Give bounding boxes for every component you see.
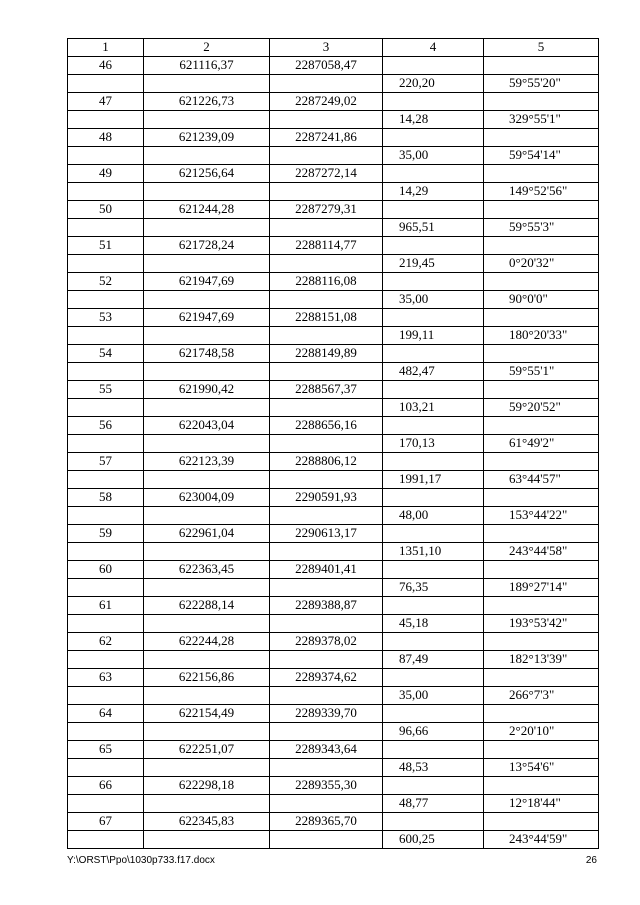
table-cell-col-2: 621947,69 [144, 273, 270, 291]
table-cell-col-4: 14,29 [383, 183, 484, 201]
table-row [68, 651, 599, 669]
table-cell-col-2: 621256,64 [144, 165, 270, 183]
table-cell-col-3 [270, 291, 383, 309]
table-cell-col-5: 193°53'42" [484, 615, 599, 633]
table-cell-col-5 [484, 165, 599, 183]
table-row [68, 633, 599, 651]
table-cell-col-5 [484, 489, 599, 507]
table-cell-col-3 [270, 615, 383, 633]
table-cell-col-5 [484, 453, 599, 471]
table-cell-col-5 [484, 381, 599, 399]
table-cell-col-5 [484, 813, 599, 831]
table-cell-col-5 [484, 309, 599, 327]
table-row [68, 525, 599, 543]
table-cell-col-1: 52 [68, 273, 144, 291]
table-row [68, 165, 599, 183]
table-cell-col-3 [270, 795, 383, 813]
table-row [68, 237, 599, 255]
table-cell-col-5 [484, 777, 599, 795]
table-cell-col-3: 2289355,30 [270, 777, 383, 795]
table-cell-col-1 [68, 507, 144, 525]
table-cell-col-3: 2289339,70 [270, 705, 383, 723]
table-cell-col-3 [270, 831, 383, 849]
table-cell-col-4 [383, 741, 484, 759]
table-cell-col-1: 67 [68, 813, 144, 831]
table-cell-col-4: 199,11 [383, 327, 484, 345]
table-cell-col-2: 622154,49 [144, 705, 270, 723]
table-cell-col-5: 13°54'6" [484, 759, 599, 777]
table-cell-col-5 [484, 705, 599, 723]
table-cell-col-5 [484, 93, 599, 111]
table-row [68, 615, 599, 633]
table-cell-col-2: 622961,04 [144, 525, 270, 543]
table-cell-col-1: 49 [68, 165, 144, 183]
table-body [68, 57, 599, 849]
table-row [68, 813, 599, 831]
table-cell-col-1 [68, 471, 144, 489]
table-row [68, 93, 599, 111]
table-cell-col-3: 2287241,86 [270, 129, 383, 147]
table-cell-col-2 [144, 183, 270, 201]
table-cell-col-2 [144, 795, 270, 813]
table-cell-col-2: 622298,18 [144, 777, 270, 795]
table-cell-col-4: 45,18 [383, 615, 484, 633]
table-cell-col-4 [383, 129, 484, 147]
table-cell-col-4 [383, 381, 484, 399]
table-row [68, 507, 599, 525]
table-cell-col-4 [383, 525, 484, 543]
table-cell-col-2 [144, 507, 270, 525]
table-cell-col-1 [68, 147, 144, 165]
table-row [68, 759, 599, 777]
table-cell-col-1 [68, 255, 144, 273]
table-cell-col-3 [270, 471, 383, 489]
table-cell-col-1 [68, 399, 144, 417]
table-cell-col-3 [270, 75, 383, 93]
table-cell-col-5: 180°20'33" [484, 327, 599, 345]
table-cell-col-1 [68, 219, 144, 237]
table-cell-col-5: 12°18'44" [484, 795, 599, 813]
table-cell-col-3 [270, 651, 383, 669]
table-cell-col-3 [270, 255, 383, 273]
table-cell-col-1 [68, 435, 144, 453]
table-cell-col-2: 623004,09 [144, 489, 270, 507]
table-cell-col-2: 622244,28 [144, 633, 270, 651]
table-cell-col-4 [383, 597, 484, 615]
table-cell-col-2: 621226,73 [144, 93, 270, 111]
table-cell-col-4 [383, 201, 484, 219]
table-cell-col-2: 622251,07 [144, 741, 270, 759]
table-cell-col-1 [68, 327, 144, 345]
table-cell-col-4 [383, 633, 484, 651]
table-cell-col-3 [270, 111, 383, 129]
table-cell-col-2 [144, 471, 270, 489]
table-cell-col-2 [144, 723, 270, 741]
table-row [68, 705, 599, 723]
table-cell-col-2 [144, 579, 270, 597]
table-cell-col-1: 60 [68, 561, 144, 579]
table-row [68, 543, 599, 561]
table-header-row [68, 39, 599, 57]
table-cell-col-4 [383, 705, 484, 723]
table-row [68, 453, 599, 471]
column-header-5: 5 [484, 39, 599, 57]
table-cell-col-4 [383, 237, 484, 255]
table-cell-col-5: 149°52'56" [484, 183, 599, 201]
table-cell-col-4: 482,47 [383, 363, 484, 381]
table-cell-col-3: 2290591,93 [270, 489, 383, 507]
table-cell-col-3: 2289365,70 [270, 813, 383, 831]
table-cell-col-3: 2288567,37 [270, 381, 383, 399]
table-cell-col-1 [68, 291, 144, 309]
table-cell-col-5: 59°55'20" [484, 75, 599, 93]
table-cell-col-5 [484, 345, 599, 363]
table-cell-col-1 [68, 687, 144, 705]
table-cell-col-3: 2288114,77 [270, 237, 383, 255]
table-cell-col-3 [270, 327, 383, 345]
table-cell-col-5 [484, 633, 599, 651]
table-row [68, 147, 599, 165]
table-cell-col-4 [383, 93, 484, 111]
table-cell-col-5: 266°7'3" [484, 687, 599, 705]
table-cell-col-2 [144, 111, 270, 129]
table-cell-col-3: 2287272,14 [270, 165, 383, 183]
table-cell-col-3 [270, 399, 383, 417]
table-cell-col-4: 103,21 [383, 399, 484, 417]
table-row [68, 273, 599, 291]
table-cell-col-1: 62 [68, 633, 144, 651]
table-cell-col-5 [484, 201, 599, 219]
table-cell-col-4 [383, 453, 484, 471]
table-row [68, 795, 599, 813]
table-cell-col-2 [144, 831, 270, 849]
table-cell-col-3: 2290613,17 [270, 525, 383, 543]
table-cell-col-2: 622043,04 [144, 417, 270, 435]
table-cell-col-3 [270, 219, 383, 237]
table-cell-col-2: 622345,83 [144, 813, 270, 831]
table-cell-col-3 [270, 723, 383, 741]
table-cell-col-2 [144, 291, 270, 309]
table-cell-col-3: 2289343,64 [270, 741, 383, 759]
table-cell-col-4 [383, 165, 484, 183]
table-cell-col-4 [383, 57, 484, 75]
table-cell-col-4 [383, 813, 484, 831]
table-cell-col-1 [68, 75, 144, 93]
table-row [68, 741, 599, 759]
table-cell-col-4 [383, 777, 484, 795]
table-cell-col-2: 621239,09 [144, 129, 270, 147]
table-cell-col-4: 96,66 [383, 723, 484, 741]
table-cell-col-1: 54 [68, 345, 144, 363]
table-cell-col-4 [383, 561, 484, 579]
table-cell-col-5 [484, 561, 599, 579]
table-cell-col-1 [68, 651, 144, 669]
table-cell-col-5: 243°44'59" [484, 831, 599, 849]
table-cell-col-4 [383, 489, 484, 507]
table-cell-col-5: 59°55'1" [484, 363, 599, 381]
table-cell-col-2 [144, 543, 270, 561]
table-cell-col-3 [270, 507, 383, 525]
table-row [68, 129, 599, 147]
table-cell-col-2: 622288,14 [144, 597, 270, 615]
table-row [68, 687, 599, 705]
table-cell-col-1: 46 [68, 57, 144, 75]
table-cell-col-5: 59°54'14" [484, 147, 599, 165]
table-cell-col-4: 220,20 [383, 75, 484, 93]
table-cell-col-4 [383, 309, 484, 327]
table-row [68, 363, 599, 381]
table-cell-col-3 [270, 183, 383, 201]
table-cell-col-1: 48 [68, 129, 144, 147]
table-cell-col-2: 621728,24 [144, 237, 270, 255]
table-cell-col-4: 48,77 [383, 795, 484, 813]
table-cell-col-2 [144, 147, 270, 165]
footer-page-number: 26 [585, 855, 597, 866]
table-row [68, 291, 599, 309]
table-cell-col-5 [484, 669, 599, 687]
table-cell-col-1: 50 [68, 201, 144, 219]
table-cell-col-1: 53 [68, 309, 144, 327]
table-cell-col-1: 58 [68, 489, 144, 507]
table-cell-col-5 [484, 417, 599, 435]
table-row [68, 75, 599, 93]
table-cell-col-1: 56 [68, 417, 144, 435]
table-cell-col-3 [270, 579, 383, 597]
table-cell-col-2: 621990,42 [144, 381, 270, 399]
table-cell-col-1 [68, 831, 144, 849]
table-cell-col-1 [68, 759, 144, 777]
table-row [68, 345, 599, 363]
table-cell-col-1: 65 [68, 741, 144, 759]
table-cell-col-3: 2288151,08 [270, 309, 383, 327]
table-cell-col-5: 59°55'3" [484, 219, 599, 237]
table-cell-col-5: 329°55'1" [484, 111, 599, 129]
table-row [68, 381, 599, 399]
table-cell-col-5: 189°27'14" [484, 579, 599, 597]
table-cell-col-4: 35,00 [383, 147, 484, 165]
table-cell-col-1 [68, 615, 144, 633]
table-cell-col-3: 2287249,02 [270, 93, 383, 111]
table-cell-col-3: 2289388,87 [270, 597, 383, 615]
table-row [68, 669, 599, 687]
table-cell-col-5: 90°0'0" [484, 291, 599, 309]
table-cell-col-2 [144, 687, 270, 705]
table-cell-col-3: 2287279,31 [270, 201, 383, 219]
table-cell-col-3: 2289378,02 [270, 633, 383, 651]
column-header-2: 2 [144, 39, 270, 57]
table-row [68, 579, 599, 597]
table-cell-col-5 [484, 237, 599, 255]
table-cell-col-1: 66 [68, 777, 144, 795]
table-row [68, 723, 599, 741]
column-header-1: 1 [68, 39, 144, 57]
table-cell-col-2 [144, 363, 270, 381]
table-cell-col-1: 57 [68, 453, 144, 471]
table-cell-col-2 [144, 399, 270, 417]
table-cell-col-2 [144, 651, 270, 669]
table-cell-col-1 [68, 183, 144, 201]
table-cell-col-2 [144, 75, 270, 93]
table-cell-col-2 [144, 255, 270, 273]
table-cell-col-4: 600,25 [383, 831, 484, 849]
table-cell-col-3 [270, 543, 383, 561]
table-cell-col-2: 622363,45 [144, 561, 270, 579]
table-row [68, 489, 599, 507]
table-cell-col-4: 219,45 [383, 255, 484, 273]
table-row [68, 561, 599, 579]
table-row [68, 399, 599, 417]
table-cell-col-5 [484, 57, 599, 75]
table-cell-col-4 [383, 345, 484, 363]
table-cell-col-2: 621116,37 [144, 57, 270, 75]
table-cell-col-5: 63°44'57" [484, 471, 599, 489]
table-cell-col-5: 59°20'52" [484, 399, 599, 417]
table-row [68, 471, 599, 489]
table-cell-col-4 [383, 273, 484, 291]
table-cell-col-4: 965,51 [383, 219, 484, 237]
table-row [68, 57, 599, 75]
coordinates-table [67, 38, 599, 849]
table-cell-col-1: 59 [68, 525, 144, 543]
table-cell-col-2 [144, 219, 270, 237]
table-cell-col-2 [144, 615, 270, 633]
table-row [68, 309, 599, 327]
table-cell-col-5 [484, 525, 599, 543]
table-cell-col-1 [68, 543, 144, 561]
table-cell-col-2: 622156,86 [144, 669, 270, 687]
table-cell-col-1 [68, 579, 144, 597]
table-cell-col-3: 2289401,41 [270, 561, 383, 579]
table-cell-col-2: 621244,28 [144, 201, 270, 219]
table-cell-col-4: 48,00 [383, 507, 484, 525]
table-cell-col-1: 64 [68, 705, 144, 723]
column-header-4: 4 [383, 39, 484, 57]
table-row [68, 327, 599, 345]
table-row [68, 777, 599, 795]
table-cell-col-4 [383, 417, 484, 435]
table-cell-col-1 [68, 363, 144, 381]
table-cell-col-1 [68, 795, 144, 813]
table-cell-col-4: 35,00 [383, 291, 484, 309]
table-row [68, 417, 599, 435]
table-row [68, 219, 599, 237]
table-row [68, 831, 599, 849]
table-cell-col-2: 621748,58 [144, 345, 270, 363]
table-cell-col-2 [144, 327, 270, 345]
table-cell-col-2: 622123,39 [144, 453, 270, 471]
table-cell-col-5: 61°49'2" [484, 435, 599, 453]
column-header-3: 3 [270, 39, 383, 57]
table-cell-col-2 [144, 759, 270, 777]
table-cell-col-3 [270, 363, 383, 381]
table-cell-col-4: 87,49 [383, 651, 484, 669]
table-cell-col-5: 243°44'58" [484, 543, 599, 561]
table-cell-col-5: 2°20'10" [484, 723, 599, 741]
table-cell-col-5 [484, 129, 599, 147]
table-cell-col-1 [68, 111, 144, 129]
table-cell-col-4: 170,13 [383, 435, 484, 453]
table-row [68, 435, 599, 453]
table-row [68, 183, 599, 201]
table-cell-col-2: 621947,69 [144, 309, 270, 327]
table-cell-col-4: 14,28 [383, 111, 484, 129]
table-cell-col-1: 47 [68, 93, 144, 111]
table-cell-col-5: 153°44'22" [484, 507, 599, 525]
table-cell-col-5: 0°20'32" [484, 255, 599, 273]
table-cell-col-4: 76,35 [383, 579, 484, 597]
table-cell-col-2 [144, 435, 270, 453]
table-cell-col-5 [484, 597, 599, 615]
table-cell-col-3: 2287058,47 [270, 57, 383, 75]
table-cell-col-3: 2288656,16 [270, 417, 383, 435]
table-cell-col-5 [484, 273, 599, 291]
table-cell-col-4 [383, 669, 484, 687]
table-cell-col-4: 1351,10 [383, 543, 484, 561]
table-cell-col-3: 2289374,62 [270, 669, 383, 687]
table-cell-col-1: 51 [68, 237, 144, 255]
table-row [68, 201, 599, 219]
table-cell-col-4: 1991,17 [383, 471, 484, 489]
table-cell-col-4: 48,53 [383, 759, 484, 777]
footer-file-path: Y:\ORST\Ppo\1030p733.f17.docx [67, 855, 215, 866]
table-cell-col-3 [270, 687, 383, 705]
table-cell-col-3 [270, 759, 383, 777]
table-cell-col-4: 35,00 [383, 687, 484, 705]
table-cell-col-3: 2288806,12 [270, 453, 383, 471]
table-row [68, 255, 599, 273]
table-cell-col-3: 2288149,89 [270, 345, 383, 363]
table-cell-col-1: 63 [68, 669, 144, 687]
table-cell-col-3 [270, 147, 383, 165]
table-cell-col-1: 61 [68, 597, 144, 615]
table-row [68, 597, 599, 615]
table-cell-col-1: 55 [68, 381, 144, 399]
table-cell-col-3 [270, 435, 383, 453]
table-cell-col-5: 182°13'39" [484, 651, 599, 669]
table-cell-col-3: 2288116,08 [270, 273, 383, 291]
table-row [68, 111, 599, 129]
table-cell-col-5 [484, 741, 599, 759]
table-cell-col-1 [68, 723, 144, 741]
